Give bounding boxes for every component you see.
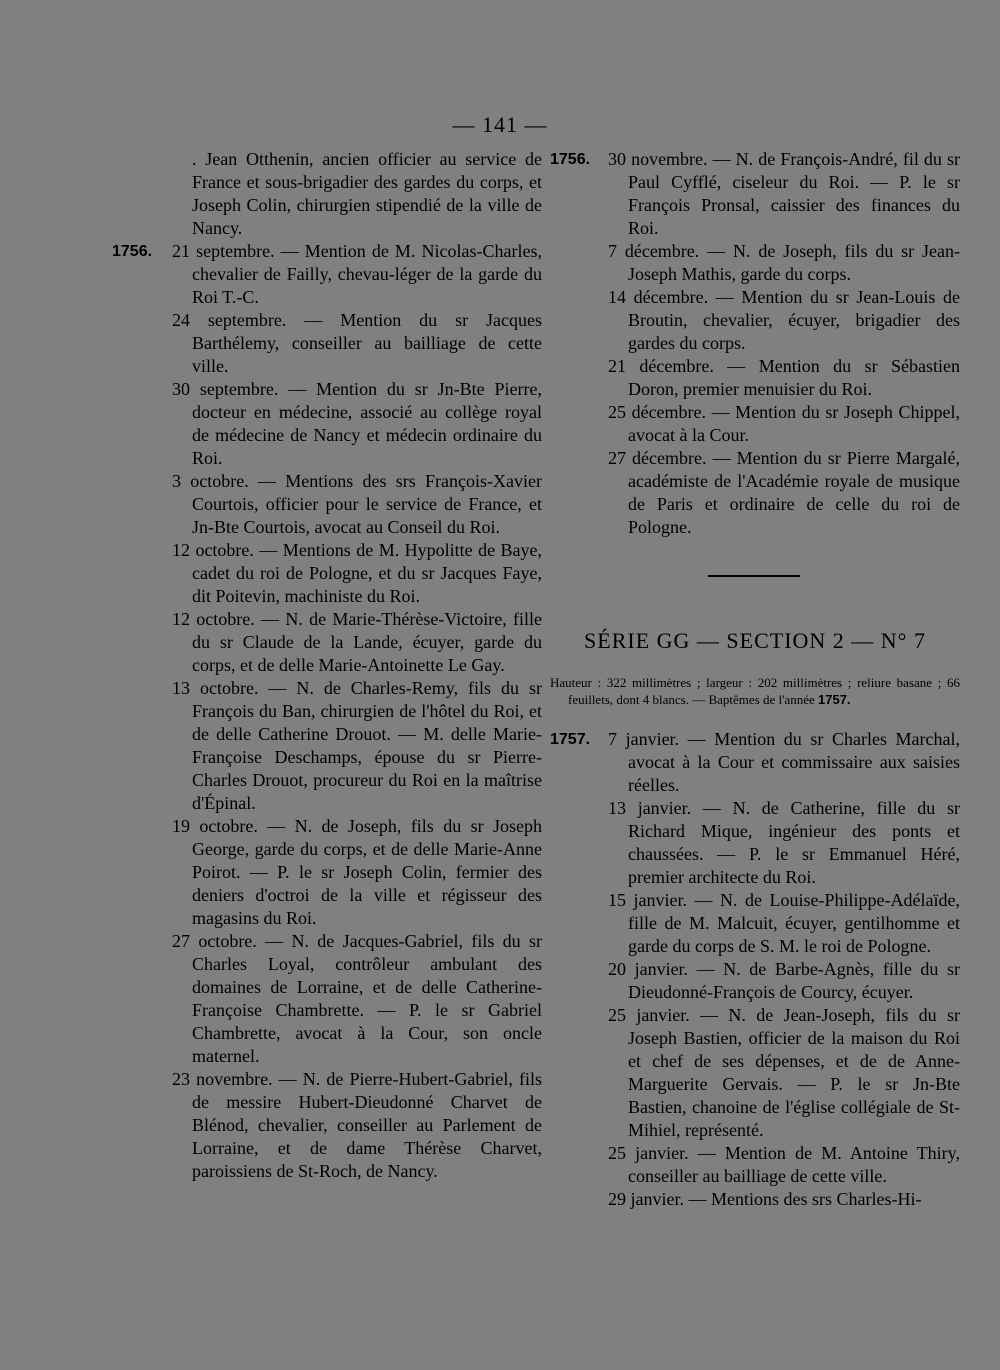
- register-entry: [550, 1188, 960, 1211]
- entry-text: 12 octobre. — Mentions de M. Hypolitte de Baye, cadet du roi de Pologne, et du sr Jacques Faye, dit Poitevin, machiniste du Roi.: [172, 540, 542, 606]
- register-entry: [112, 815, 542, 930]
- right-column-entries-1756: [550, 148, 960, 539]
- section-description: [550, 674, 960, 708]
- section-description-text: Hauteur : 322 millimètres ; largeur : 202 millimètres ; reliure basane ; 66 feuillets, dont 4 blancs. — Baptêmes de l'année: [550, 675, 960, 707]
- section-description-year: 1757.: [818, 692, 851, 707]
- register-entry: [112, 677, 542, 815]
- register-entry: [112, 608, 542, 677]
- register-entry: [550, 958, 960, 1004]
- entry-text: 27 décembre. — Mention du sr Pierre Margalé, académiste de l'Académie royale de musique de Paris et ordinaire de celle du roi de Pologne.: [608, 448, 960, 537]
- entry-text: 7 janvier. — Mention du sr Charles Marchal, avocat à la Cour et commissaire aux saisies réelles.: [608, 729, 960, 795]
- entry-text: 7 décembre. — N. de Joseph, fils du sr Jean-Joseph Mathis, garde du corps.: [608, 241, 960, 284]
- register-entry: [550, 1004, 960, 1142]
- register-entry: [112, 930, 542, 1068]
- entry-text: 30 novembre. — N. de François-André, fil du sr Paul Cyfflé, ciseleur du Roi. — P. le sr François Pronsal, caissier des finances du Roi.: [608, 149, 960, 238]
- entry-text: 29 janvier. — Mentions des srs Charles-Hi-: [608, 1189, 922, 1209]
- entry-text: 25 janvier. — N. de Jean-Joseph, fils du sr Joseph Bastien, officier de la maison du Roi et chef de ses dépenses, et de de Anne-Marguerite Gervais. — P. le sr Jn-Bte Bastien, chanoine de l'église collégiale de St-Mihiel, représenté.: [608, 1005, 960, 1140]
- entry-text: 13 janvier. — N. de Catherine, fille du sr Richard Mique, ingénieur des ponts et chaussées. — P. le sr Emmanuel Héré, premier architecte du Roi.: [608, 798, 960, 887]
- register-entry: [550, 447, 960, 539]
- register-entry: [550, 286, 960, 355]
- entry-text: 27 octobre. — N. de Jacques-Gabriel, fils du sr Charles Loyal, contrôleur ambulant des domaines de Lorraine, et de delle Catherine-Françoise Chambrette. — P. le sr Gabriel Chambrette, avocat à la Cour, son oncle maternel.: [172, 931, 542, 1066]
- register-entry: [550, 797, 960, 889]
- register-entry: [112, 148, 542, 240]
- entry-text: 30 septembre. — Mention du sr Jn-Bte Pierre, docteur en médecine, associé au collège royal de médecine de Nancy et médecin ordinaire du Roi.: [172, 379, 542, 468]
- left-column: [112, 148, 542, 1183]
- entry-text: 21 septembre. — Mention de M. Nicolas-Charles, chevalier de Failly, chevau-léger de la garde du Roi T.-C.: [172, 241, 542, 307]
- register-entry: [112, 1068, 542, 1183]
- register-entry: [550, 148, 960, 240]
- register-entry: [112, 378, 542, 470]
- register-entry: [550, 1142, 960, 1188]
- right-column: [550, 148, 960, 1211]
- page-number: — 141 —: [452, 112, 548, 137]
- register-entry: [550, 355, 960, 401]
- entry-text: 19 octobre. — N. de Joseph, fils du sr Joseph George, garde du corps, et de delle Marie-Anne Poirot. — P. le sr Joseph Colin, fermier des deniers d'octroi de la ville et régisseur des magasins du Roi.: [172, 816, 542, 928]
- register-entry: [550, 889, 960, 958]
- section-divider: [708, 575, 800, 577]
- entry-text: 23 novembre. — N. de Pierre-Hubert-Gabriel, fils de messire Hubert-Dieudonné Charvet de Blénod, chevalier, conseiller au Parlement de Lorraine, et de dame Thérèse Charvet, paroissiens de St-Roch, de Nancy.: [172, 1069, 542, 1181]
- register-entry: [550, 240, 960, 286]
- entry-text: 13 octobre. — N. de Charles-Remy, fils du sr François du Ban, chirurgien de l'hôtel du Roi, et de delle Catherine Drouot. — M. delle Marie-Françoise Deschamps, épouse du sr Pierre-Charles Drouot, procureur du Roi en la maîtrise d'Épinal.: [172, 678, 542, 813]
- entry-text: 25 décembre. — Mention du sr Joseph Chippel, avocat à la Cour.: [608, 402, 960, 445]
- entry-text: . Jean Otthenin, ancien officier au service de France et sous-brigadier des gardes du corps, et Joseph Colin, chirurgien stipendié de la ville de Nancy.: [192, 149, 542, 238]
- entry-text: 15 janvier. — N. de Louise-Philippe-Adélaïde, fille de M. Malcuit, écuyer, gentilhomme et garde du corps de S. M. le roi de Pologne.: [608, 890, 960, 956]
- entry-text: 24 septembre. — Mention du sr Jacques Barthélemy, conseiller au bailliage de cette ville.: [172, 310, 542, 376]
- entry-year: 1757.: [550, 731, 591, 748]
- entry-text: 14 décembre. — Mention du sr Jean-Louis de Broutin, chevalier, écuyer, brigadier des gardes du corps.: [608, 287, 960, 353]
- entry-text: 12 octobre. — N. de Marie-Thérèse-Victoire, fille du sr Claude de la Lande, écuyer, garde du corps, et de delle Marie-Antoinette Le Gay.: [172, 609, 542, 675]
- entry-text: 3 octobre. — Mentions des srs François-Xavier Courtois, officier pour le service de France, et Jn-Bte Courtois, avocat au Conseil du Roi.: [172, 471, 542, 537]
- register-entry: [550, 728, 960, 797]
- right-column-entries-1757: [550, 728, 960, 1211]
- register-entry: [112, 539, 542, 608]
- entry-text: 25 janvier. — Mention de M. Antoine Thiry, conseiller au bailliage de cette ville.: [608, 1143, 960, 1186]
- register-entry: [550, 401, 960, 447]
- register-entry: [112, 309, 542, 378]
- register-entry: [112, 470, 542, 539]
- register-entry: [112, 240, 542, 309]
- entry-year: 1756.: [112, 243, 153, 260]
- entry-text: 20 janvier. — N. de Barbe-Agnès, fille du sr Dieudonné-François de Courcy, écuyer.: [608, 959, 960, 1002]
- entry-year: 1756.: [550, 151, 591, 168]
- section-title: SÉRIE GG — SECTION 2 — N° 7: [584, 628, 926, 653]
- entry-text: 21 décembre. — Mention du sr Sébastien Doron, premier menuisier du Roi.: [608, 356, 960, 399]
